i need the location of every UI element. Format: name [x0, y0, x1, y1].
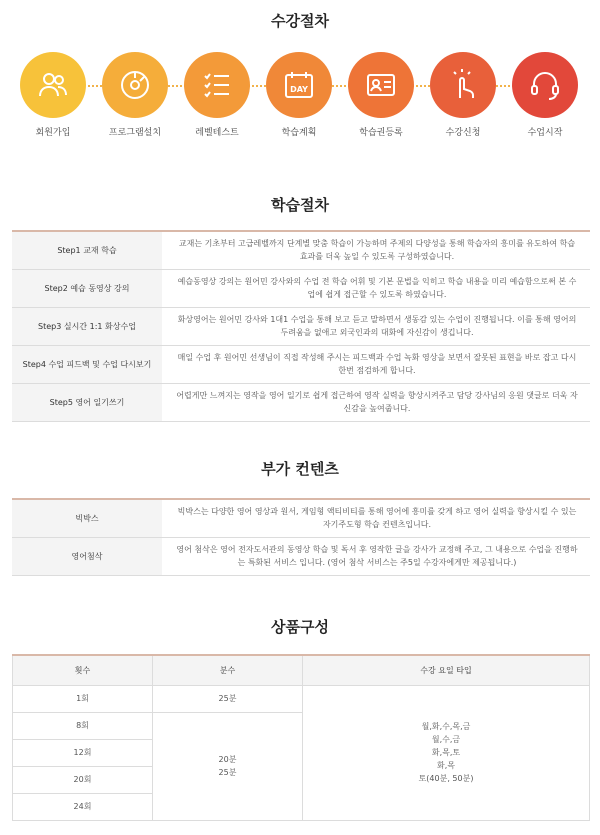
- times-cell: 24회: [13, 793, 153, 820]
- table-row: [12, 537, 590, 575]
- table-row: [12, 269, 590, 307]
- day-type: 월,화,수,목,금: [421, 722, 471, 731]
- enroll-step-label: 레벨테스트: [195, 128, 239, 138]
- study-step-desc: 예습동영상 강의는 원어민 강사와의 수업 전 학습 어휘 및 기본 문법을 익히고 학습 내용을 미리 예습함으로써 본 수업에 쉽게 접근할 수 있도록 하였습니다.: [162, 269, 590, 307]
- product-section-title: 상품구성: [271, 618, 329, 636]
- study-step-label: Step2 예습 동영상 강의: [12, 269, 162, 307]
- study-step-desc: 교재는 기초부터 고급레벨까지 단계별 맞춤 학습이 가능하며 주제의 다양성을 통해 학습자의 흥미를 유도하여 학습효과를 더욱 높일 수 있도록 구성하였습니다.: [162, 231, 590, 269]
- enroll-step: [264, 52, 334, 138]
- enroll-step-label: 수업시작: [527, 128, 563, 138]
- extra-content-table: [12, 498, 590, 576]
- enroll-step-label: 수강신청: [445, 128, 481, 138]
- study-step-label: Step4 수업 피드백 및 수업 다시보기: [12, 345, 162, 383]
- study-step-label: Step1 교재 학습: [12, 231, 162, 269]
- enroll-step: [428, 52, 498, 138]
- minutes-option: 20분: [218, 755, 237, 764]
- table-row: [12, 307, 590, 345]
- enroll-step: [100, 52, 170, 138]
- study-section-title: 학습절차: [271, 196, 329, 214]
- study-step-desc: 어렵게만 느껴지는 영작을 영어 일기로 쉽게 접근하여 영작 실력을 향상시켜주고 담당 강사님의 응원 댓글로 더욱 자신감을 높여줍니다.: [162, 383, 590, 421]
- times-cell: 1회: [13, 685, 153, 712]
- study-step-desc: 매일 수업 후 원어민 선생님이 직접 작성해 주시는 피드백과 수업 녹화 영상을 보면서 잘못된 표현을 바로 잡고 다시 한번 점검하게 합니다.: [162, 345, 590, 383]
- disc-icon: [102, 52, 168, 118]
- extra-item-label: 빅박스: [12, 499, 162, 537]
- day-type: 화,목,토: [431, 748, 461, 757]
- enroll-step: [18, 52, 88, 138]
- day-type: 월,수,금: [431, 735, 461, 744]
- headset-icon: [512, 52, 578, 118]
- people-icon: [20, 52, 86, 118]
- enroll-step-label: 학습권등록: [359, 128, 403, 138]
- enroll-step-label: 학습계획: [281, 128, 317, 138]
- study-steps-table: [12, 230, 590, 422]
- extra-section-title: 부가 컨텐츠: [261, 460, 339, 478]
- day-type: 토(40분, 50분): [418, 774, 474, 783]
- extra-item-desc: 영어 첨삭은 영어 전자도서관의 동영상 학습 및 독서 후 영작한 글을 강사가 교정해 주고, 그 내용으로 수업을 진행하는 특화된 서비스 입니다. (영어 첨삭 서비스는 주5일 수강자에게만 제공됩니다.): [162, 537, 590, 575]
- enroll-step-label: 프로그램설치: [108, 128, 162, 138]
- header-day-type: 수강 요일 타입: [303, 655, 590, 685]
- header-times: 횟수: [13, 655, 153, 685]
- minutes-option: 25분: [218, 768, 237, 777]
- extra-item-label: 영어첨삭: [12, 537, 162, 575]
- study-step-label: Step5 영어 일기쓰기: [12, 383, 162, 421]
- minutes-cell-multi: [153, 712, 303, 820]
- enroll-step: [510, 52, 580, 138]
- enroll-step: [182, 52, 252, 138]
- enroll-section-title: 수강절차: [271, 12, 329, 30]
- header-minutes: 분수: [153, 655, 303, 685]
- minutes-cell: 25분: [153, 685, 303, 712]
- enroll-step: [346, 52, 416, 138]
- day-types-cell: [303, 685, 590, 820]
- study-step-desc: 화상영어는 원어민 강사와 1대1 수업을 통해 보고 듣고 말하면서 생동감 있는 수업이 진행됩니다. 이를 통해 영어의 두려움을 없애고 외국인과의 대화에 자신감이 생깁니다.: [162, 307, 590, 345]
- table-row: [12, 499, 590, 537]
- times-cell: 12회: [13, 739, 153, 766]
- table-row: [12, 345, 590, 383]
- study-step-label: Step3 실시간 1:1 화상수업: [12, 307, 162, 345]
- times-cell: 8회: [13, 712, 153, 739]
- enroll-steps: [18, 52, 588, 152]
- table-row: [12, 231, 590, 269]
- svg-text:DAY: DAY: [290, 85, 308, 94]
- day-type: 화,목: [437, 761, 455, 770]
- hand-click-icon: [430, 52, 496, 118]
- extra-item-desc: 빅박스는 다양한 영어 영상과 원서, 게임형 액티비티를 통해 영어에 흥미를 갖게 하고 영어 실력을 향상시킬 수 있는 자기주도형 학습 컨텐츠입니다.: [162, 499, 590, 537]
- calendar-icon: [266, 52, 332, 118]
- times-cell: 20회: [13, 766, 153, 793]
- checklist-icon: [184, 52, 250, 118]
- id-card-icon: [348, 52, 414, 118]
- table-row: [12, 383, 590, 421]
- enroll-step-label: 회원가입: [35, 128, 71, 138]
- product-table: [12, 654, 590, 821]
